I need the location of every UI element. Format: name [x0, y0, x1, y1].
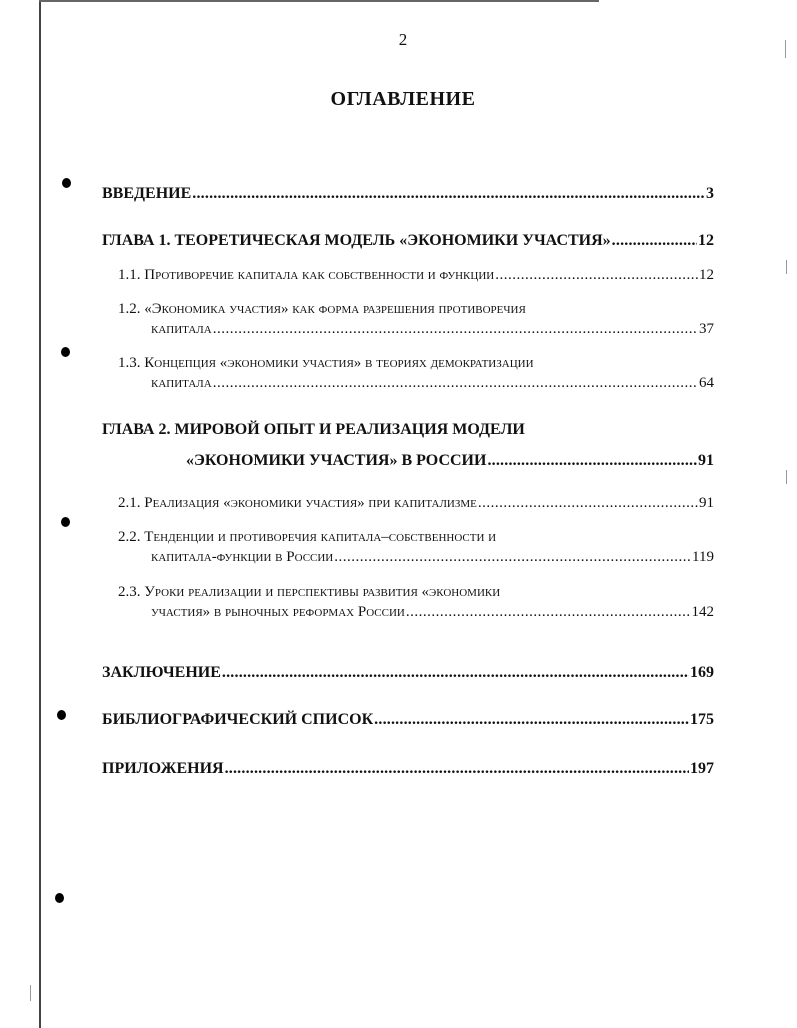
- binding-hole-mark: [61, 517, 70, 527]
- binding-hole-mark: [61, 347, 70, 357]
- page-left-border: [39, 0, 41, 1028]
- toc-leader-dots: [406, 604, 691, 621]
- toc-entry-label: БИБЛИОГРАФИЧЕСКИЙ СПИСОК: [102, 711, 374, 728]
- toc-entry-section-2-2-line2[interactable]: [151, 549, 714, 566]
- toc-entry-label: ЗАКЛЮЧЕНИЕ: [102, 664, 221, 681]
- toc-entry-section-2-3-line1[interactable]: [118, 584, 500, 601]
- toc-page-number: 119: [692, 549, 714, 565]
- page-top-border: [39, 0, 599, 2]
- toc-entry-label: Реализация «экономики участия» при капитализме: [144, 495, 477, 511]
- toc-section-number: 1.1.: [118, 267, 141, 283]
- toc-page-number: 3: [706, 185, 714, 202]
- toc-section-number: 1.2.: [118, 301, 141, 317]
- toc-section-number: 2.2.: [118, 529, 141, 545]
- toc-page-number: 12: [698, 232, 714, 249]
- toc-leader-dots: [374, 711, 689, 729]
- toc-entry-label-continued: «ЭКОНОМИКИ УЧАСТИЯ» В РОССИИ: [186, 452, 487, 469]
- toc-entry-label-continued: участия» в рыночных реформах России: [151, 604, 405, 620]
- toc-entry-label-continued: капитала: [151, 321, 212, 337]
- toc-entry-label: ПРИЛОЖЕНИЯ: [102, 760, 224, 777]
- toc-leader-dots: [213, 321, 698, 338]
- toc-page-number: 37: [699, 321, 714, 337]
- toc-leader-dots: [495, 267, 698, 284]
- toc-entry-label: ВВЕДЕНИЕ: [102, 185, 192, 202]
- toc-entry-label: ГЛАВА 1. ТЕОРЕТИЧЕСКАЯ МОДЕЛЬ «ЭКОНОМИКИ УЧАСТИЯ»: [102, 232, 611, 249]
- toc-page-number: 91: [698, 452, 714, 469]
- toc-page-number: 64: [699, 375, 714, 391]
- toc-entry-label: Уроки реализации и перспективы развития «экономики: [144, 584, 501, 600]
- toc-entry-section-1-2-line2[interactable]: [151, 321, 714, 338]
- scan-artifact: [30, 985, 31, 1001]
- toc-page-number: 12: [699, 267, 714, 283]
- toc-entry-appendix[interactable]: [102, 760, 714, 778]
- toc-page-number: 169: [690, 664, 714, 681]
- toc-entry-introduction[interactable]: [102, 185, 714, 203]
- toc-leader-dots: [213, 375, 698, 392]
- toc-entry-section-1-3-line1[interactable]: [118, 355, 534, 372]
- toc-entry-chapter-1[interactable]: [102, 232, 714, 250]
- toc-entry-chapter-2-line1[interactable]: [102, 421, 525, 439]
- toc-leader-dots: [225, 760, 689, 778]
- toc-page-number: 175: [690, 711, 714, 728]
- toc-page-number: 197: [690, 760, 714, 777]
- toc-leader-dots: [222, 664, 689, 682]
- toc-entry-section-2-2-line1[interactable]: [118, 529, 496, 546]
- scan-artifact: [786, 470, 787, 484]
- toc-entry-conclusion[interactable]: [102, 664, 714, 682]
- toc-leader-dots: [334, 549, 691, 566]
- toc-leader-dots: [612, 232, 697, 250]
- toc-entry-label: Противоречие капитала как собственности и функции: [144, 267, 495, 283]
- binding-hole-mark: [62, 178, 71, 188]
- toc-leader-dots: [478, 495, 698, 512]
- toc-entry-label: «Экономика участия» как форма разрешения противоречия: [144, 301, 526, 317]
- toc-leader-dots: [192, 185, 705, 203]
- toc-section-number: 1.3.: [118, 355, 141, 371]
- toc-entry-section-1-1[interactable]: [118, 267, 714, 284]
- toc-entry-label-continued: капитала-функции в России: [151, 549, 334, 565]
- toc-entry-label: ГЛАВА 2. МИРОВОЙ ОПЫТ И РЕАЛИЗАЦИЯ МОДЕЛИ: [102, 421, 525, 438]
- toc-entry-section-1-3-line2[interactable]: [151, 375, 714, 392]
- toc-entry-section-1-2-line1[interactable]: [118, 301, 526, 318]
- toc-leader-dots: [487, 452, 697, 470]
- scan-artifact: [786, 260, 787, 274]
- page-number: 2: [398, 30, 408, 49]
- toc-section-number: 2.1.: [118, 495, 141, 511]
- toc-entry-label: Концепция «экономики участия» в теориях демократизации: [144, 355, 534, 371]
- binding-hole-mark: [57, 710, 66, 720]
- toc-entry-chapter-2-line2[interactable]: [186, 452, 714, 470]
- toc-page-number: 91: [699, 495, 714, 511]
- toc-entry-bibliography[interactable]: [102, 711, 714, 729]
- toc-title: ОГЛАВЛЕНИЕ: [330, 88, 476, 110]
- binding-hole-mark: [55, 893, 64, 903]
- toc-page-number: 142: [691, 604, 714, 620]
- toc-section-number: 2.3.: [118, 584, 141, 600]
- toc-entry-section-2-3-line2[interactable]: [151, 604, 714, 621]
- toc-entry-label-continued: капитала: [151, 375, 212, 391]
- toc-entry-section-2-1[interactable]: [118, 495, 714, 512]
- toc-entry-label: Тенденции и противоречия капитала–собственности и: [144, 529, 497, 545]
